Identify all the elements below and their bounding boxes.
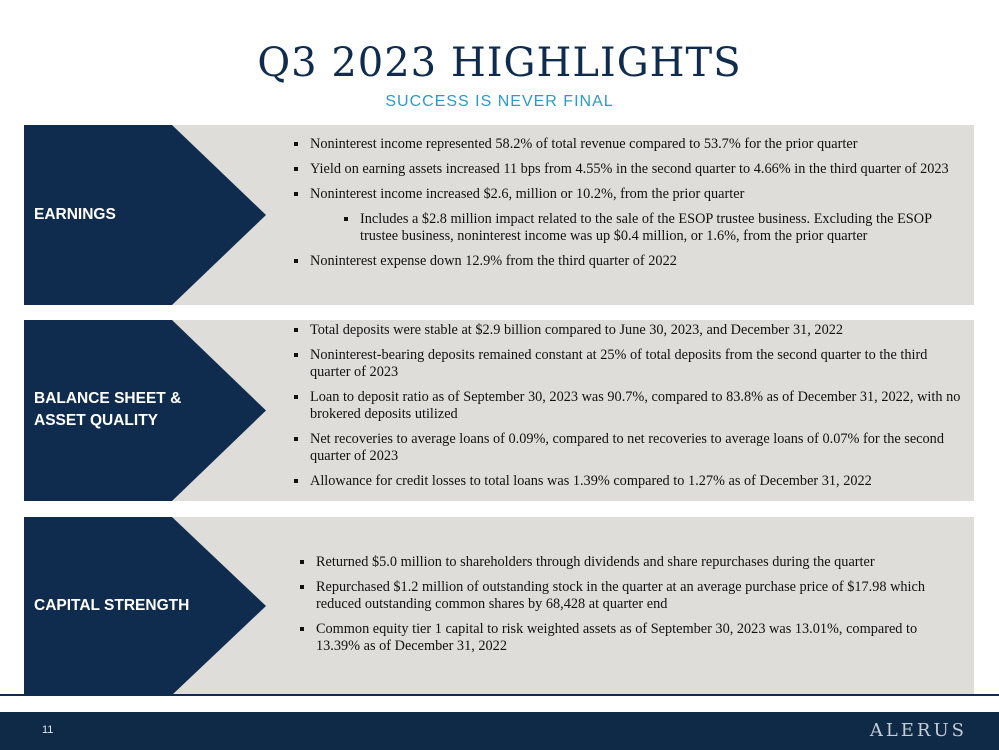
bullet-item: Loan to deposit ratio as of September 30, 2023 was 90.7%, compared to 83.8% as of December 31, 2022, with no brokered deposits utilized — [292, 389, 962, 423]
bullet-item: Noninterest income represented 58.2% of total revenue compared to 53.7% for the prior quarter — [292, 136, 962, 153]
bullet-item: Allowance for credit losses to total loans was 1.39% compared to 1.27% as of December 31, 2022 — [292, 473, 962, 490]
section-label — [34, 388, 204, 432]
bullet-item: Common equity tier 1 capital to risk weighted assets as of September 30, 2023 was 13.01%, compared to 13.39% as of December 31, 2022 — [298, 621, 962, 655]
bullet-item: Noninterest expense down 12.9% from the third quarter of 2022 — [292, 253, 962, 270]
page-subtitle: SUCCESS IS NEVER FINAL — [385, 93, 614, 110]
section-content — [298, 554, 962, 663]
section-label: CAPITAL STRENGTH — [34, 597, 190, 614]
bullet-item: Net recoveries to average loans of 0.09%, compared to net recoveries to average loans of 0.07% for the second quarter of 2023 — [292, 431, 962, 465]
alerus-logo: ALERUS — [869, 720, 967, 741]
section-content — [292, 136, 962, 278]
sub-bullet-item: Includes a $2.8 million impact related to the sale of the ESOP trustee business. Excluding the ESOP trustee business, noninterest income was up $0.4 million, or 1.6%, from the prior quarter — [342, 211, 962, 245]
section-content — [292, 322, 962, 498]
page-number: 11 — [42, 724, 54, 736]
section-balance-sheet — [24, 320, 974, 501]
page-title: Q3 2023 HIGHLIGHTS — [257, 40, 742, 86]
bullet-item: Repurchased $1.2 million of outstanding stock in the quarter at an average purchase price of $17.98 which reduced outstanding common shares by 68,428 at quarter end — [298, 579, 962, 613]
bullet-item: Yield on earning assets increased 11 bps from 4.55% in the second quarter to 4.66% in the third quarter of 2023 — [292, 161, 962, 178]
section-capital-strength — [24, 517, 974, 695]
bullet-item: Noninterest income increased $2.6, million or 10.2%, from the prior quarter — [292, 186, 962, 203]
bullet-item: Noninterest-bearing deposits remained constant at 25% of total deposits from the second quarter to the third quarter of 2023 — [292, 347, 962, 381]
bullet-item: Total deposits were stable at $2.9 billion compared to June 30, 2023, and December 31, 2022 — [292, 322, 962, 339]
bullet-item: Returned $5.0 million to shareholders through dividends and share repurchases during the quarter — [298, 554, 962, 571]
footer-bar — [0, 712, 999, 750]
section-earnings — [24, 125, 974, 305]
footer-rule — [0, 694, 999, 696]
section-label-line: ASSET QUALITY — [34, 412, 159, 429]
section-label: EARNINGS — [34, 206, 116, 223]
section-label-line: BALANCE SHEET & — [34, 390, 182, 407]
